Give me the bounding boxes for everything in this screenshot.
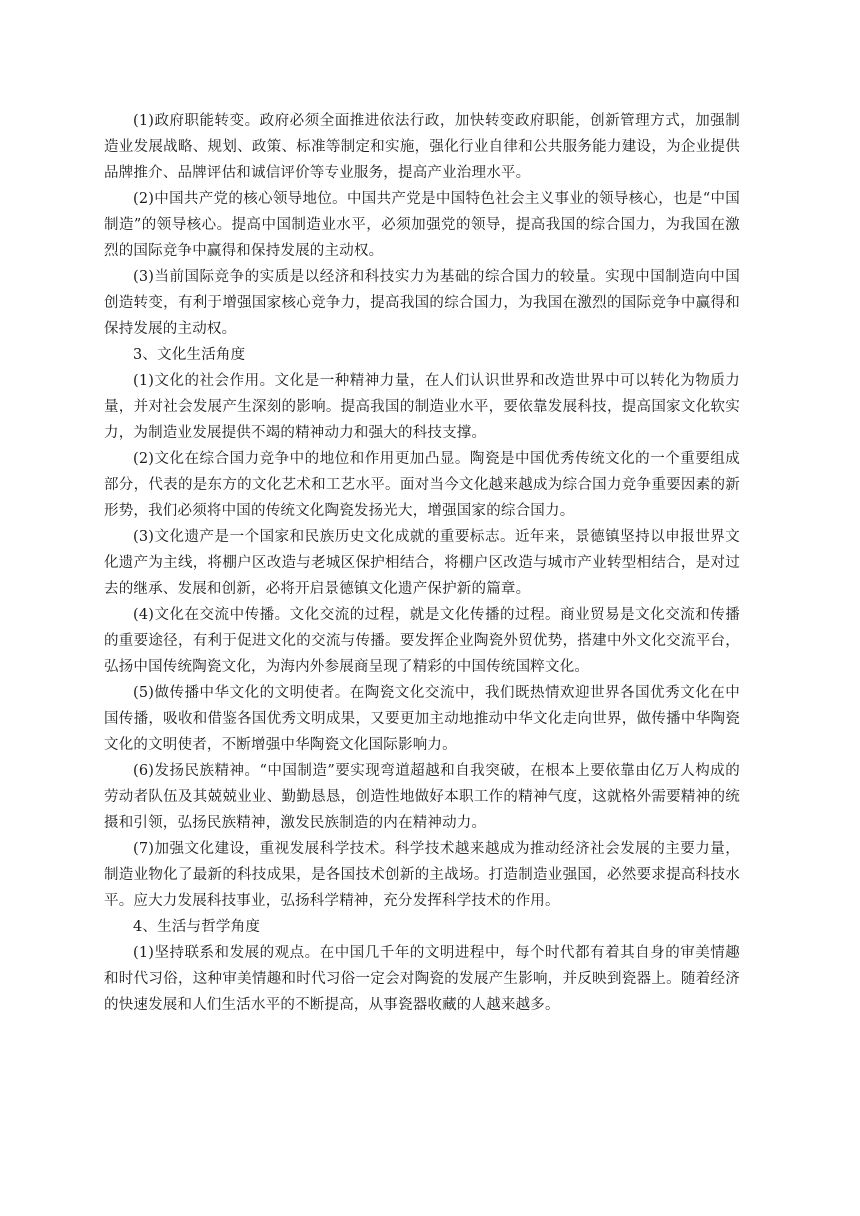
paragraph-culture-3: (3)文化遗产是一个国家和民族历史文化成就的重要标志。近年来，景德镇坚持以申报世界文化遗产为主线，将棚户区改造与老城区保护相结合，将棚户区改造与城市产业转型相结合，是对过去的继承、发展和创新，必将开启景德镇文化遗产保护新的篇章。 (104, 529, 740, 597)
paragraph-philosophy-1: (1)坚持联系和发展的观点。在中国几千年的文明进程中，每个时代都有着其自身的审美情趣和时代习俗，这种审美情趣和时代习俗一定会对陶瓷的发展产生影响，并反映到瓷器上。随着经济的快速发展和人们生活水平的不断提高，从事瓷器收藏的人越来越多。 (104, 945, 740, 1013)
section-heading-philosophy: 4、生活与哲学角度 (133, 919, 261, 935)
paragraph-culture-4: (4)文化在交流中传播。文化交流的过程，就是文化传播的过程。商业贸易是文化交流和传播的重要途径，有利于促进文化的交流与传播。要发挥企业陶瓷外贸优势，搭建中外文化交流平台，弘扬中国传统陶瓷文化，为海内外参展商呈现了精彩的中国传统国粹文化。 (104, 607, 740, 675)
paragraph-2-party-leadership: (2)中国共产党的核心领导地位。中国共产党是中国特色社会主义事业的领导核心，也是“中国制造”的领导核心。提高中国制造业水平，必须加强党的领导，提高我国的综合国力，为我国在激烈的国际竞争中赢得和保持发展的主动权。 (104, 191, 740, 259)
paragraph-1-government-function: (1)政府职能转变。政府必须全面推进依法行政，加快转变政府职能，创新管理方式，加强制造业发展战略、规划、政策、标准等制定和实施，强化行业自律和公共服务能力建设，为企业提供品牌推介、品牌评估和诚信评价等专业服务，提高产业治理水平。 (104, 113, 740, 181)
paragraph-culture-7: (7)加强文化建设，重视发展科学技术。科学技术越来越成为推动经济社会发展的主要力量，制造业物化了最新的科技成果，是各国技术创新的主战场。打造制造业强国，必然要求提高科技水平。应大力发展科技事业，弘扬科学精神，充分发挥科学技术的作用。 (104, 841, 740, 909)
section-heading-culture: 3、文化生活角度 (133, 347, 246, 363)
paragraph-3-international-competition: (3)当前国际竞争的实质是以经济和科技实力为基础的综合国力的较量。实现中国制造向中国创造转变，有利于增强国家核心竞争力，提高我国的综合国力，为我国在激烈的国际竞争中赢得和保持发展的主动权。 (104, 269, 740, 337)
paragraph-culture-1: (1)文化的社会作用。文化是一种精神力量，在人们认识世界和改造世界中可以转化为物质力量，并对社会发展产生深刻的影响。提高我国的制造业水平，要依靠发展科技，提高国家文化软实力，为制造业发展提供不竭的精神动力和强大的科技支撑。 (104, 373, 740, 441)
paragraph-culture-2: (2)文化在综合国力竞争中的地位和作用更加凸显。陶瓷是中国优秀传统文化的一个重要组成部分，代表的是东方的文化艺术和工艺水平。面对当今文化越来越成为综合国力竞争重要因素的新形势，我们必须将中国的传统文化陶瓷发扬光大，增强国家的综合国力。 (104, 451, 740, 519)
paragraph-culture-5: (5)做传播中华文化的文明使者。在陶瓷文化交流中，我们既热情欢迎世界各国优秀文化在中国传播，吸收和借鉴各国优秀文明成果，又要更加主动地推动中华文化走向世界，做传播中华陶瓷文化的文明使者，不断增强中华陶瓷文化国际影响力。 (104, 685, 740, 753)
document-page (104, 108, 740, 1018)
paragraph-culture-6: (6)发扬民族精神。“中国制造”要实现弯道超越和自我突破，在根本上要依靠由亿万人构成的劳动者队伍及其兢兢业业、勤勤恳恳，创造性地做好本职工作的精神气度，这就格外需要精神的统摄和引领，弘扬民族精神，激发民族制造的内在精神动力。 (104, 763, 740, 831)
